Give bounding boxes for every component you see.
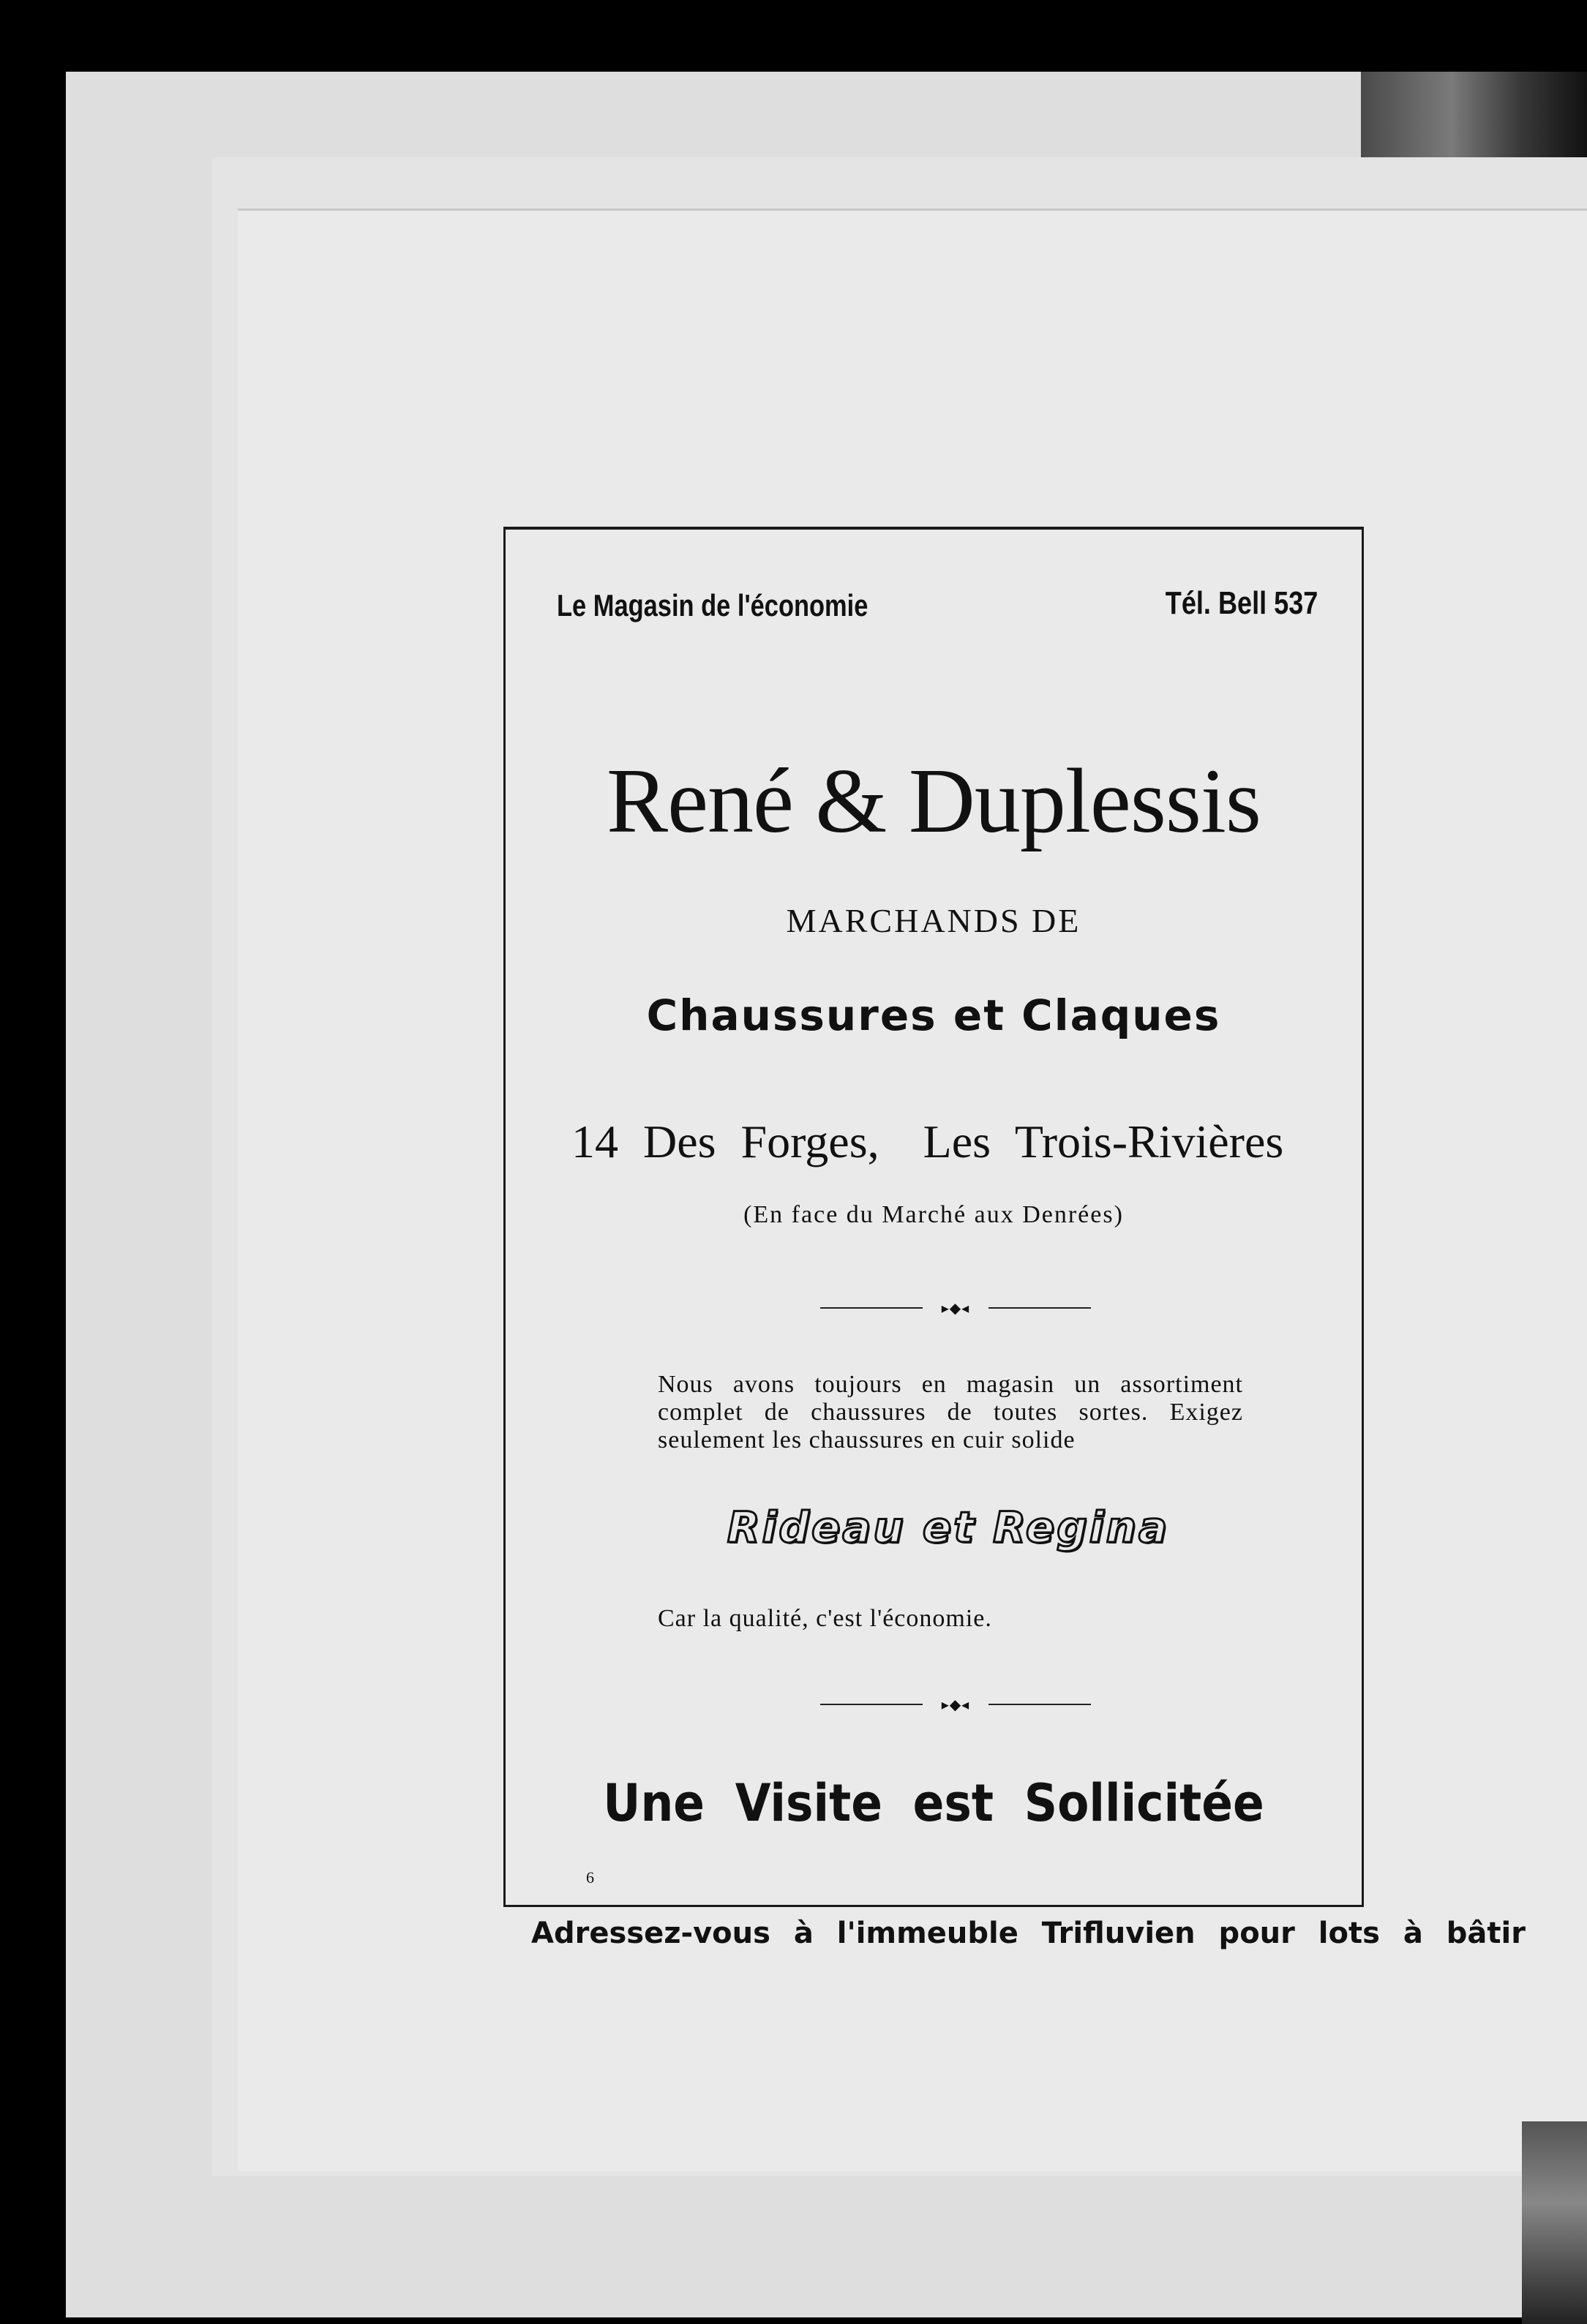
brand-names: Rideau et Regina	[727, 1503, 1170, 1552]
phone-number: Tél. Bell 537	[1165, 585, 1318, 621]
location-note: (En face du Marché aux Denrées)	[743, 1201, 1124, 1228]
divider-line-right	[988, 1704, 1091, 1705]
firm-name: René & Duplessis	[607, 751, 1261, 852]
advertisement-box	[503, 527, 1364, 1907]
goods-heading: Chaussures et Claques	[646, 990, 1221, 1040]
ornament-glyph-icon: ▸◆◂	[941, 1299, 970, 1317]
divider-line-right	[988, 1307, 1091, 1309]
city-name: Les Trois-Rivières	[923, 1116, 1284, 1167]
ornament-divider-top	[820, 1298, 1091, 1318]
ornament-glyph-icon: ▸◆◂	[941, 1696, 970, 1713]
body-paragraph: Nous avons toujours en magasin un assortiment complet de chaussures de toutes sortes. Exigez seulement les chaussures en cuir solide	[658, 1371, 1243, 1454]
footer-notice: Adressez-vous à l'immeuble Trifluvien pour lots à bâtir	[531, 1917, 1526, 1950]
ornament-divider-bottom	[820, 1694, 1091, 1715]
motto-line: Car la qualité, c'est l'économie.	[658, 1605, 992, 1632]
store-slogan: Le Magasin de l'économie	[557, 588, 868, 623]
street-address: 14 Des Forges,	[571, 1116, 879, 1167]
sheet-edge-bottom-right	[1522, 2121, 1587, 2324]
divider-line-left	[820, 1307, 923, 1309]
trade-intro: MARCHANDS DE	[786, 902, 1081, 939]
sheet-edge-top-right	[1361, 72, 1587, 159]
page-number: 6	[586, 1868, 594, 1887]
divider-line-left	[820, 1704, 923, 1705]
closing-line: Une Visite est Sollicitée	[603, 1773, 1264, 1833]
store-address	[571, 1115, 1283, 1169]
